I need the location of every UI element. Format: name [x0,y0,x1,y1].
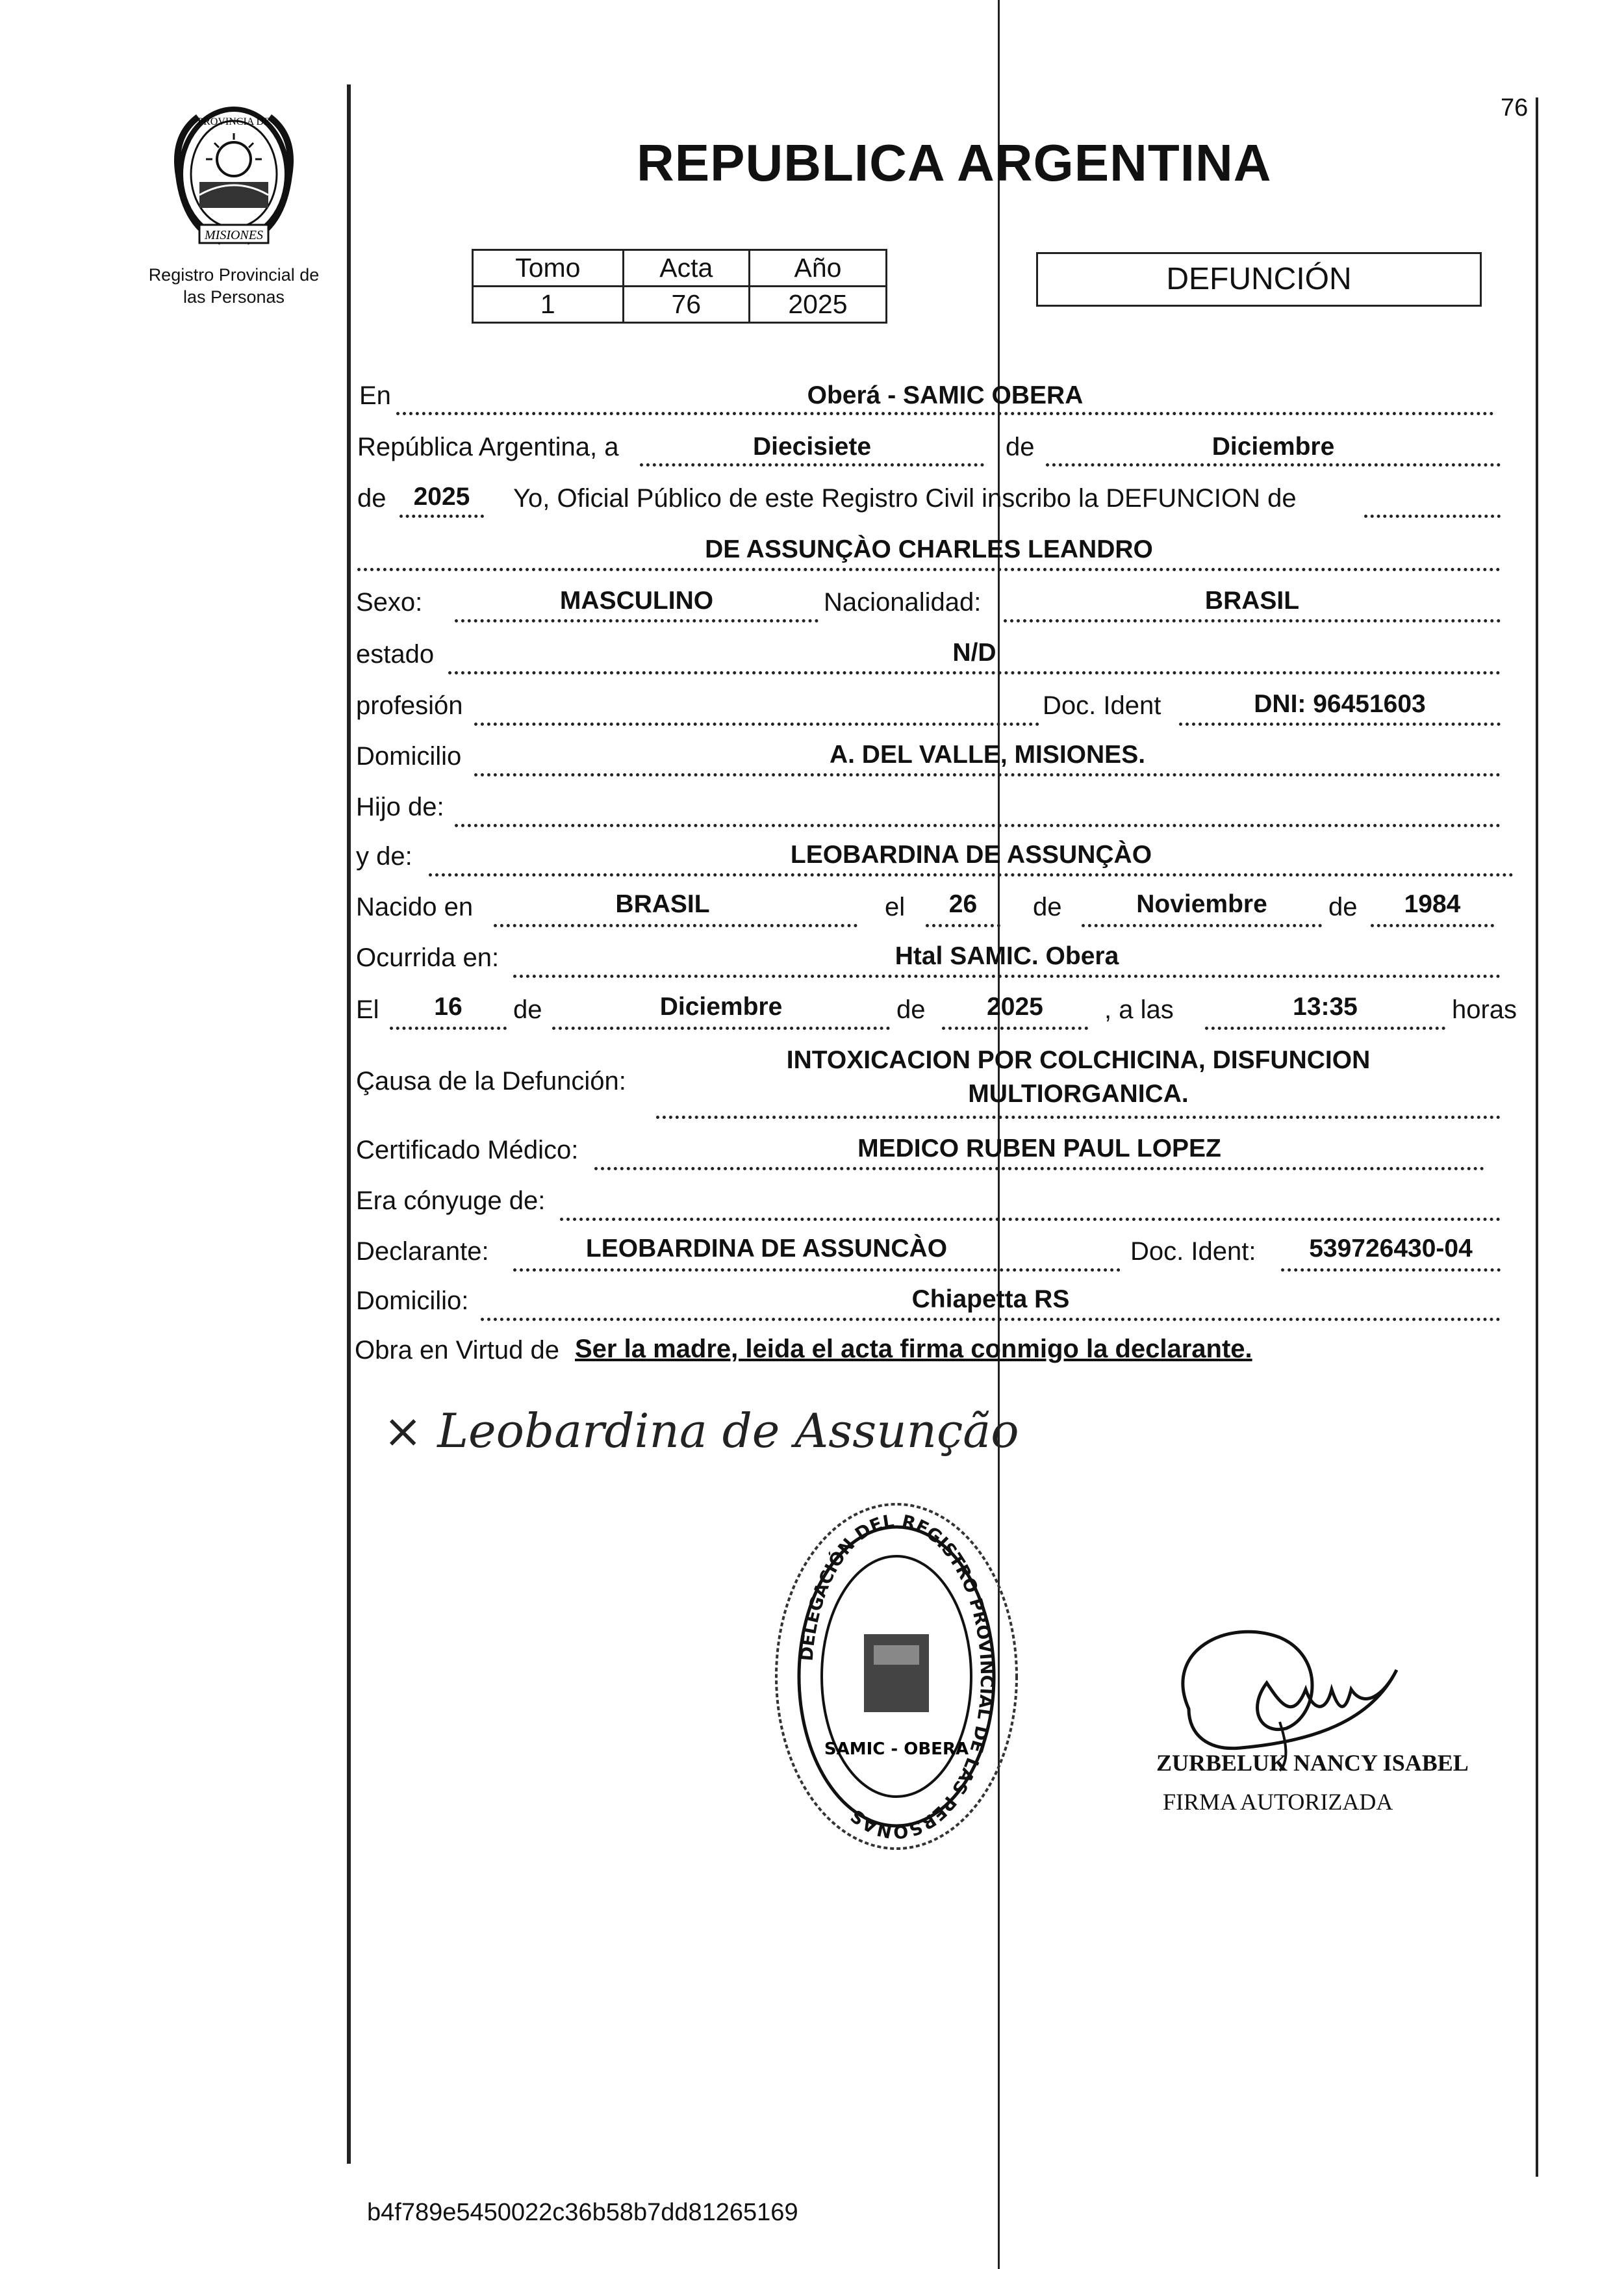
domicilio2-line [481,1318,1501,1321]
registry-name [123,264,344,308]
record-type-label: DEFUNCIÓN [1166,262,1352,296]
el2-label: El [356,995,379,1024]
record-type-box [1036,252,1482,307]
declarant-signature: × Leobardina de Assunção [383,1404,1019,1458]
horas-label: horas [1452,995,1517,1024]
death-day-value: 16 [434,993,463,1021]
doc2-label: Doc. Ident: [1130,1237,1256,1266]
yde-line [429,873,1514,877]
seal-top-text: PROVINCIA DE [197,116,270,127]
de-label-1: de [1006,433,1035,461]
record-day-value: Diecisiete [752,433,872,461]
value-tomo: 1 [473,287,624,323]
nacionalidad-value: BRASIL [1204,587,1300,615]
header-acta: Acta [623,250,749,287]
death-year-value: 2025 [987,993,1043,1021]
obra-value: Ser la madre, leida el acta firma conmigo la declarante. [575,1335,1252,1363]
header-tomo: Tomo [473,250,624,287]
doc-ident-line [1179,723,1501,726]
nacionalidad-label: Nacionalidad: [824,588,982,617]
document-hash: b4f789e5450022c36b58b7dd81265169 [367,2199,798,2226]
nacido-label: Nacido en [356,893,474,921]
stamp-text: DELEGACIÓN DEL REGISTRO PROVINCIAL DE LAS PERSONAS [796,1511,997,1842]
domicilio2-label: Domicilio: [356,1287,469,1315]
estado-label: estado [356,640,435,669]
deceased-name-value: DE ASSUNÇÀO CHARLES LEANDRO [705,535,1153,563]
birth-month-value: Noviembre [1136,890,1267,918]
causa-line [656,1116,1501,1119]
province-seal-logo [159,97,309,253]
doc2-line [1281,1268,1501,1272]
cause-line-1: INTOXICACION POR COLCHICINA, DISFUNCION [786,1046,1371,1074]
registry-name-line1: Registro Provincial de [148,265,320,285]
de-label-6: de [896,995,926,1024]
mother-name-value: LEOBARDINA DE ASSUNÇÀO [790,841,1152,869]
death-month-line [552,1027,890,1030]
sexo-label: Sexo: [356,588,423,617]
stamp-sub-text: SAMIC - OBERA [824,1739,969,1759]
value-acta: 76 [623,287,749,323]
record-month-value: Diciembre [1212,433,1335,461]
death-day-line [390,1027,507,1030]
cause-line-2: MULTIORGANICA. [968,1080,1189,1108]
birth-year-line [1371,924,1494,927]
death-place-value: Htal SAMIC. Obera [894,942,1119,970]
hijo-line [455,824,1501,827]
birthplace-value: BRASIL [615,890,710,918]
ocurrida-label: Ocurrida en: [356,943,500,972]
left-margin-rule [347,84,351,2164]
death-time-line [1205,1027,1445,1030]
record-year-value: 2025 [413,483,470,511]
yde-label: y de: [356,842,412,871]
right-margin-rule [1536,97,1538,2177]
official-text-line [1364,515,1501,518]
hijo-label: Hijo de: [356,793,444,821]
declarante-line [513,1268,1121,1272]
republica-label: República Argentina, a [357,433,619,461]
en-line [396,412,1494,415]
death-year-line [942,1027,1088,1030]
domicilio-value: A. DEL VALLE, MISIONES. [829,741,1146,769]
conyuge-label: Era cónyuge de: [356,1186,546,1215]
en-label: En [359,381,391,410]
profesion-line [474,723,1039,726]
domicilio-label: Domicilio [356,742,462,771]
alas-label: , a las [1104,995,1174,1024]
causa-label: Çausa de la Defunción: [356,1067,626,1096]
de-label-4: de [1328,893,1358,921]
ocurrida-line [513,975,1501,978]
page-number: 76 [1501,94,1529,122]
declarant-address-value: Chiapetta RS [911,1285,1070,1313]
declarant-doc-value: 539726430-04 [1309,1235,1473,1263]
official-text: Yo, Oficial Público de este Registro Civil inscribo la DEFUNCION de [513,484,1297,513]
record-table [472,249,887,324]
sexo-line [455,619,818,622]
month-line [1046,463,1501,467]
de-label-3: de [1033,893,1062,921]
profesion-label: profesión [356,691,463,720]
value-anio: 2025 [749,287,886,323]
deceased-name-line [357,568,1501,571]
cert-line [594,1167,1484,1170]
birthplace-line [494,924,857,927]
birth-day-value: 26 [948,890,978,918]
birth-month-line [1082,924,1322,927]
declarant-name-value: LEOBARDINA DE ASSUNCÀO [585,1235,948,1263]
de-label-5: de [513,995,542,1024]
doc-ident-value: DNI: 96451603 [1254,690,1426,718]
death-time-value: 13:35 [1293,993,1358,1021]
registry-stamp [767,1494,1026,1858]
domicilio-line [474,773,1501,776]
nacionalidad-line [1004,619,1501,622]
declarante-label: Declarante: [356,1237,489,1266]
de-label-2: de [357,484,387,513]
year-line [400,515,484,518]
doc-ident-label: Doc. Ident [1043,691,1161,720]
day-line [640,463,984,467]
el-label: el [885,893,906,921]
birth-year-value: 1984 [1404,890,1461,918]
official-role: FIRMA AUTORIZADA [1163,1789,1393,1815]
obra-label: Obra en Virtud de [355,1336,560,1365]
estado-line [448,671,1501,674]
medical-cert-value: MEDICO RUBEN PAUL LOPEZ [857,1134,1221,1162]
birth-day-line [926,924,1000,927]
page-title: REPUBLICA ARGENTINA [637,134,1272,192]
death-month-value: Diciembre [659,993,783,1021]
registry-name-line2: las Personas [183,287,285,307]
cert-label: Certificado Médico: [356,1136,579,1164]
sexo-value: MASCULINO [559,587,714,615]
conyuge-line [560,1218,1501,1221]
official-name: ZURBELUK NANCY ISABEL [1156,1750,1469,1776]
estado-value: N/D [952,639,996,667]
place-value: Oberá - SAMIC OBERA [807,381,1084,409]
seal-bottom-text: MISIONES [205,228,263,242]
header-anio: Año [749,250,886,287]
